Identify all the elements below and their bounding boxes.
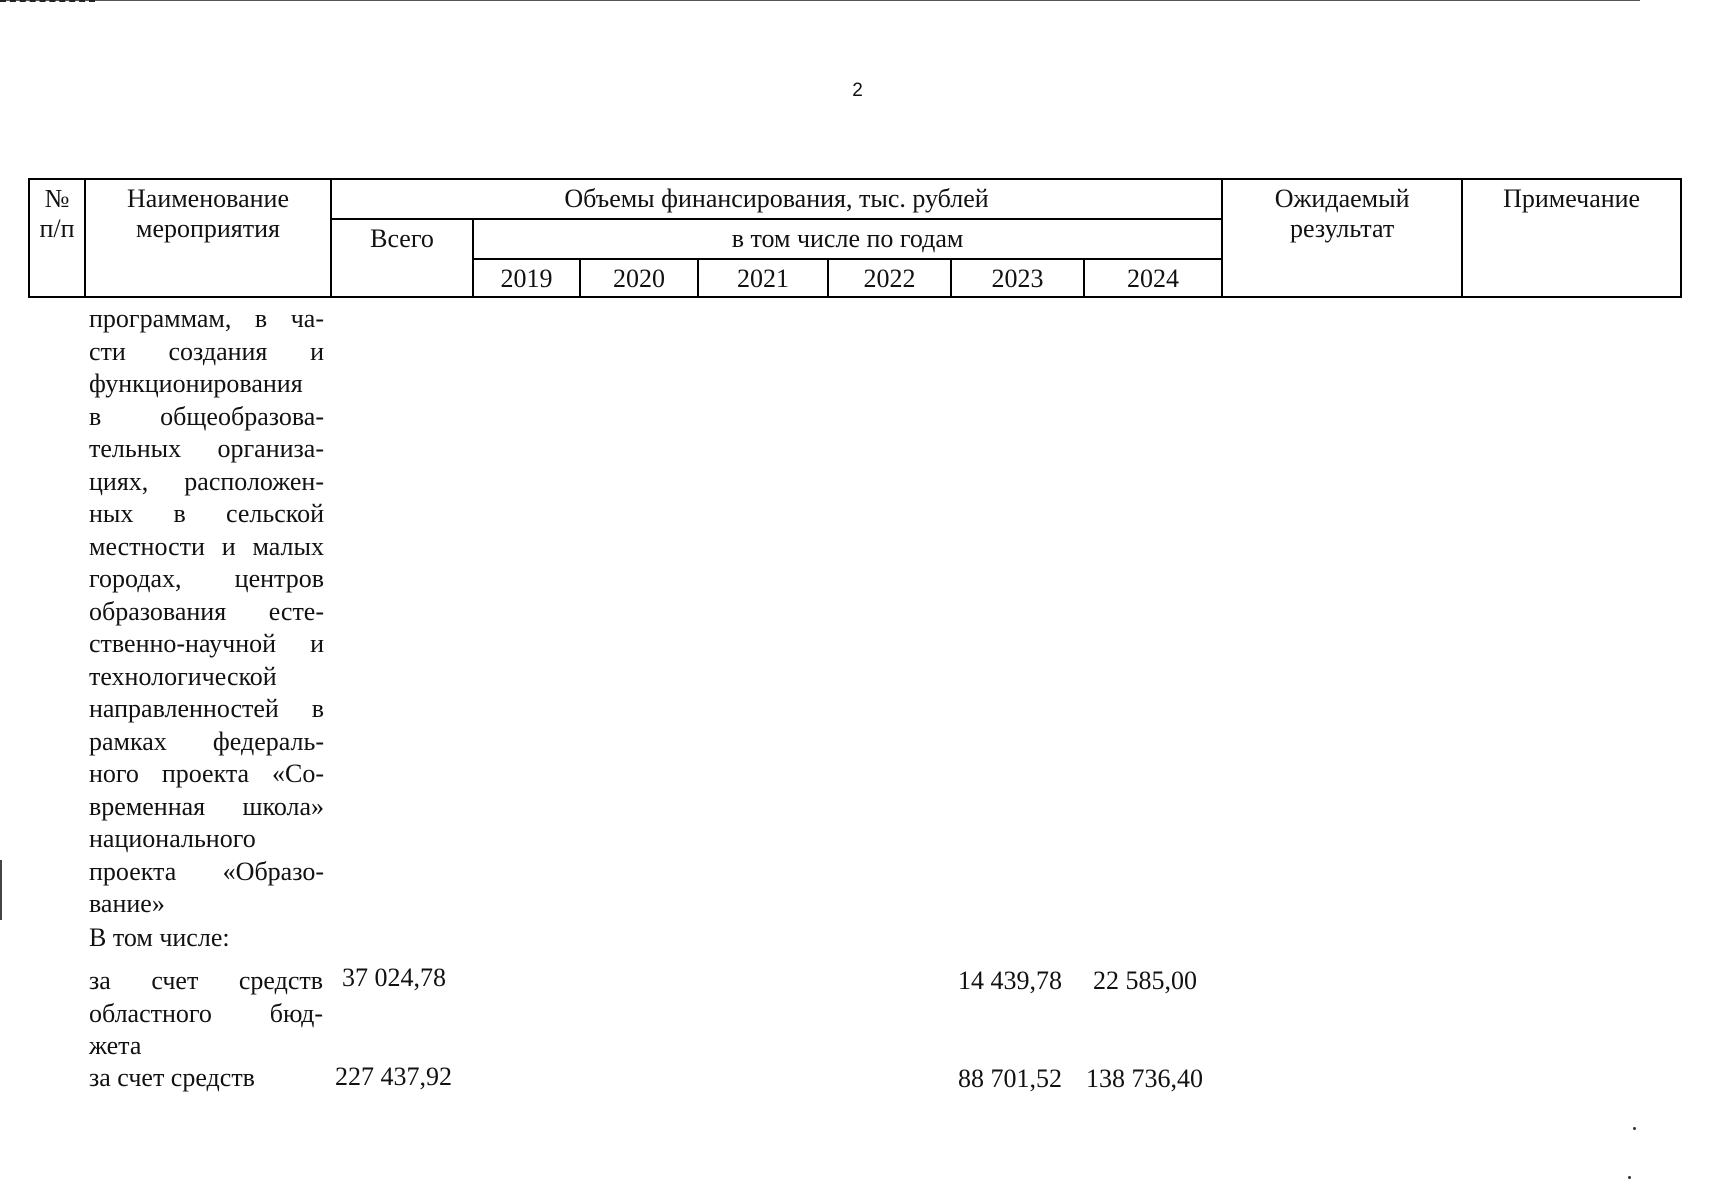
activity-name-line: рамках федераль- xyxy=(89,726,324,756)
year-header-2022: 2022 xyxy=(828,259,951,297)
activity-name-text xyxy=(89,303,324,921)
activity-name-line: программам, в ча- xyxy=(89,304,324,333)
activity-name-line: городах, центров xyxy=(89,564,324,593)
activity-name-line: образования есте- xyxy=(89,596,324,626)
activity-name-line: сти создания и xyxy=(89,336,324,366)
note-header: Примечание xyxy=(1462,179,1681,297)
activity-name-line: вание» xyxy=(89,889,165,918)
funding-table-header xyxy=(28,178,1682,298)
by-years-header: в том числе по годам xyxy=(473,219,1222,259)
total-header: Всего xyxy=(331,219,473,297)
year-header-2021: 2021 xyxy=(698,259,828,297)
regional-budget-2023: 14 439,78 xyxy=(958,966,1062,995)
number-column-header: № п/п xyxy=(29,179,85,297)
activity-name-line: в общеобразова- xyxy=(89,401,324,431)
regional-budget-label: за счет средств областного бюд- жета xyxy=(89,966,323,1060)
funding-header: Объемы финансирования, тыс. рублей xyxy=(331,179,1222,219)
activity-name-line: проекта «Образо- xyxy=(89,856,324,886)
federal-budget-2024: 138 736,40 xyxy=(1086,1064,1203,1093)
year-header-2020: 2020 xyxy=(580,259,698,297)
activity-name-line: временная школа» xyxy=(89,791,324,821)
federal-budget-total: 227 437,92 xyxy=(335,1062,452,1091)
federal-budget-2023: 88 701,52 xyxy=(958,1064,1062,1093)
top-rule xyxy=(0,0,1640,1)
year-header-2023: 2023 xyxy=(951,259,1084,297)
expected-result-header: Ожидаемый результат xyxy=(1222,179,1462,297)
activity-name-line: местности и малых xyxy=(89,531,324,561)
regional-budget-2024: 22 585,00 xyxy=(1093,966,1197,995)
activity-name-line: циях, расположен- xyxy=(89,466,324,496)
page-number: 2 xyxy=(852,80,863,101)
activity-name-line: национального xyxy=(89,824,256,853)
activity-name-line: ных в сельской xyxy=(89,499,324,528)
top-dash-rule xyxy=(0,0,95,2)
year-header-2024: 2024 xyxy=(1084,259,1222,297)
activity-name-line: тельных организа- xyxy=(89,434,324,463)
scan-speck xyxy=(1633,1127,1636,1130)
regional-budget-total: 37 024,78 xyxy=(342,963,446,992)
year-header-2019: 2019 xyxy=(473,259,580,297)
federal-budget-label: за счет средств xyxy=(89,1063,255,1092)
activity-name-line: ного проекта «Со- xyxy=(89,759,324,788)
name-column-header: Наименование мероприятия xyxy=(85,179,331,297)
activity-name-line: ственно-научной и xyxy=(89,629,324,658)
including-label: В том числе: xyxy=(89,923,230,952)
scan-edge-mark xyxy=(0,860,2,920)
scan-speck xyxy=(1628,1176,1631,1179)
activity-name-line: направленностей в xyxy=(89,694,324,723)
activity-name-line: технологической xyxy=(89,661,277,691)
activity-name-line: функционирования xyxy=(89,369,303,398)
